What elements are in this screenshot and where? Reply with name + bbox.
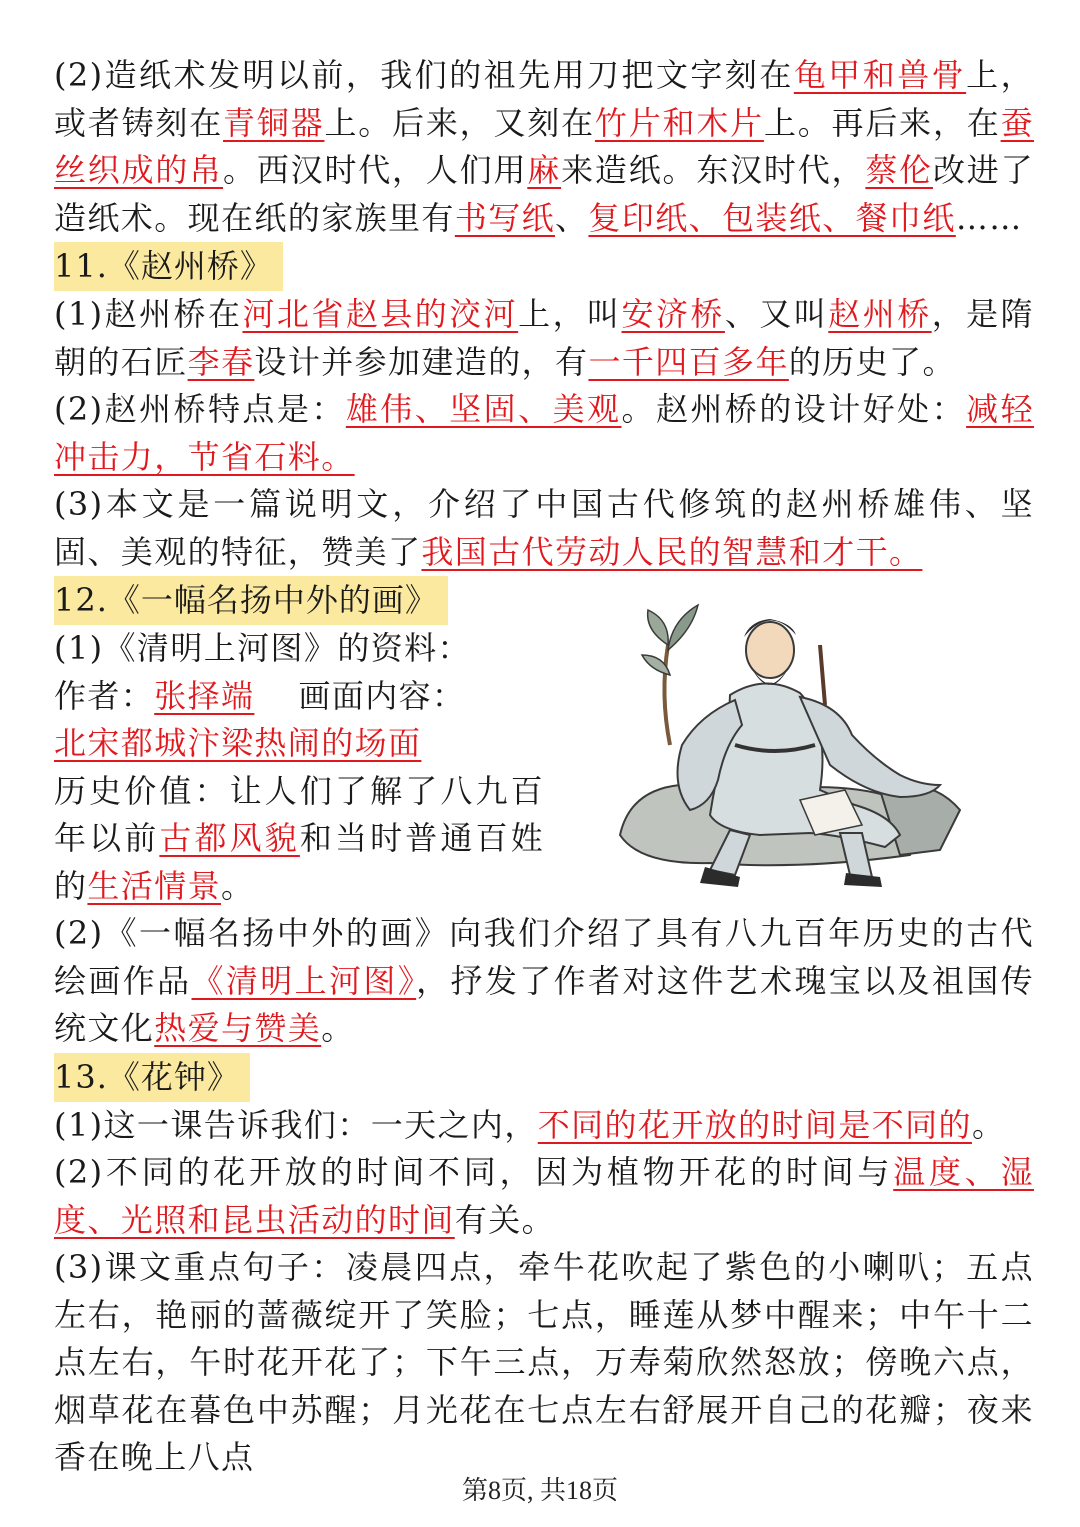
text: (2)不同的花开放的时间不同，因为植物开花的时间与 bbox=[54, 1153, 894, 1191]
answer-text: 《清明上河图》 bbox=[191, 961, 417, 1000]
answer-text: 温度、湿度、光照和昆虫活动的时间 bbox=[54, 1153, 1034, 1239]
answer-text: 不同的花开放的时间是不同的 bbox=[537, 1105, 972, 1144]
scholar-image bbox=[600, 585, 1030, 895]
answer-text: 张择端 bbox=[154, 676, 255, 715]
text: 。赵州桥的设计好处： bbox=[621, 390, 967, 428]
answer-text: 雄伟、坚固、美观 bbox=[345, 390, 622, 428]
text: 有关。 bbox=[454, 1200, 556, 1239]
text: 。西汉时代，人们用 bbox=[223, 151, 528, 189]
paper-paragraph bbox=[54, 52, 1034, 242]
text: 历史价值：让人们了解了八九百年以前 bbox=[54, 771, 544, 857]
painting-paragraph-2 bbox=[54, 910, 1034, 1053]
text: 的历史了。 bbox=[788, 342, 956, 381]
text: (3)本文是一篇说明文，介绍了中国古代修筑的赵州桥雄伟、坚固、美观的特征，赞美了 bbox=[54, 485, 1034, 571]
answer-text: 减轻冲击力，节省石料。 bbox=[54, 390, 1034, 476]
answer-text: 李春 bbox=[187, 342, 255, 381]
answer-text: 古都风貌 bbox=[159, 819, 300, 857]
text: 、 bbox=[555, 198, 589, 237]
text: 上，或者铸刻在 bbox=[54, 56, 1034, 142]
answer-text: 竹片和木片 bbox=[594, 103, 764, 142]
text: ，抒发了作者对这件艺术瑰宝以及祖国传统文化 bbox=[54, 961, 1034, 1047]
zhaozhou-paragraph-1 bbox=[54, 291, 1034, 386]
answer-text: 蚕丝织成的帛 bbox=[54, 103, 1034, 189]
section-title-11: 11.《赵州桥》 bbox=[54, 242, 283, 291]
painting-paragraph-1: (1)《清明上河图》的资料： bbox=[54, 629, 471, 667]
text: (2)造纸术发明以前，我们的祖先用刀把文字刻在 bbox=[54, 56, 794, 94]
text: (1)这一课告诉我们：一天之内， bbox=[54, 1105, 538, 1144]
text: 和当时普通百姓的 bbox=[54, 819, 545, 905]
answer-text: 龟甲和兽骨 bbox=[793, 56, 967, 94]
answer-text: 安济桥 bbox=[621, 295, 725, 333]
text: 。 bbox=[971, 1105, 1006, 1144]
text: 。 bbox=[321, 1009, 355, 1047]
answer-text: 麻 bbox=[527, 151, 562, 189]
answer-text: 青铜器 bbox=[223, 103, 325, 142]
answer-text: 复印纸、包装纸、餐巾纸 bbox=[588, 198, 956, 237]
text: 、又叫 bbox=[724, 295, 829, 333]
answer-text: 蔡伦 bbox=[865, 151, 933, 189]
text: 设计并参加建造的，有 bbox=[254, 342, 589, 381]
answer-text: 北宋都城汴梁热闹的场面 bbox=[54, 724, 422, 762]
text: 改进了造纸术。现在纸的家族里有 bbox=[54, 151, 1034, 237]
text: 。 bbox=[221, 866, 255, 905]
zhaozhou-paragraph-2 bbox=[54, 386, 1034, 481]
zhaozhou-paragraph-3 bbox=[54, 481, 1034, 576]
flower-clock-paragraph-2 bbox=[54, 1149, 1034, 1244]
answer-text: 一千四百多年 bbox=[588, 342, 789, 381]
answer-text: 赵州桥 bbox=[828, 295, 932, 333]
answer-text: 生活情景 bbox=[87, 866, 222, 905]
text: (1)赵州桥在 bbox=[54, 295, 243, 333]
text: 作者： bbox=[54, 676, 155, 715]
answer-text: 河北省赵县的洨河 bbox=[242, 295, 519, 333]
page-footer: 第8页, 共18页 bbox=[461, 1476, 618, 1505]
section-title-13: 13.《花钟》 bbox=[54, 1053, 250, 1102]
painting-content-line bbox=[54, 720, 554, 768]
section-title-12: 12.《一幅名扬中外的画》 bbox=[54, 576, 448, 625]
answer-text: 书写纸 bbox=[454, 198, 556, 237]
answer-text: 我国古代劳动人民的智慧和才干。 bbox=[421, 532, 923, 571]
scholar-illustration bbox=[600, 585, 1030, 895]
text: 上。再后来，在 bbox=[763, 103, 1001, 142]
text: 上。后来，又刻在 bbox=[324, 103, 595, 142]
flower-clock-paragraph-1 bbox=[54, 1102, 1034, 1150]
text: ，是隋朝的石匠 bbox=[54, 295, 1035, 381]
text: 画面内容： bbox=[298, 676, 466, 715]
text: …… bbox=[955, 198, 1023, 237]
text: (2)《一幅名扬中外的画》向我们介绍了具有八九百年历史的古代绘画作品 bbox=[54, 914, 1034, 1000]
text: 上，叫 bbox=[518, 295, 622, 333]
text: (2)赵州桥特点是： bbox=[54, 390, 346, 428]
painting-value-lines bbox=[54, 768, 544, 911]
text: 来造纸。东汉时代， bbox=[561, 151, 866, 189]
answer-text: 热爱与赞美 bbox=[154, 1009, 322, 1047]
flower-clock-paragraph-3: (3)课文重点句子：凌晨四点，牵牛花吹起了紫色的小喇叭；五点左右，艳丽的蔷薇绽开了笑脸；七点，睡莲从梦中醒来；中午十二点左右，午时花开花了；下午三点，万寿菊欣然怒放；傍晚六点，烟草花在暮色中苏醒；月光花在七点左右舒展开自己的花瓣；夜来香在晚上八点 bbox=[54, 1248, 1034, 1476]
painting-author-line bbox=[54, 673, 554, 721]
